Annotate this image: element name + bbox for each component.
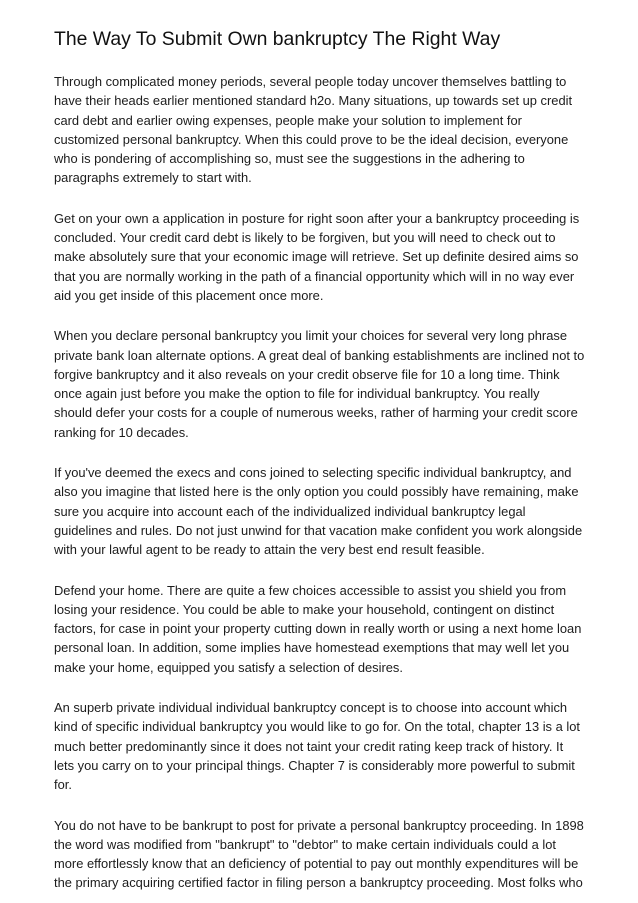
text-line: If you've deemed the execs and cons joined to selecting specific individual bankruptcy, and (54, 465, 572, 481)
text-line: You do not have to be bankrupt to post for private a personal bankruptcy proceeding. In 1898 (54, 817, 584, 833)
text-line: sure you acquire into account each of the individualized individual bankruptcy legal (54, 503, 526, 519)
text-line: who is pondering of accomplishing so, must see the suggestions in the adhering to (54, 151, 525, 167)
text-line: for. (54, 777, 72, 793)
text-line: aid you get inside of this placement once more. (54, 287, 324, 303)
text-line: with your lawful agent to be ready to attain the very best end result feasible. (54, 542, 485, 558)
text-line: private bank loan alternate options. A great deal of banking establishments are inclined not to (54, 347, 585, 363)
text-line: concluded. Your credit card debt is likely to be forgiven, but you will need to check out to (54, 230, 556, 246)
text-line: An superb private individual individual bankruptcy concept is to choose into account which (54, 700, 568, 716)
paragraph-1 (54, 72, 588, 188)
text-line: once again just before you make the option to file for individual bankruptcy. You really (54, 386, 540, 402)
document-title: The Way To Submit Own bankruptcy The Right Way (54, 28, 501, 50)
paragraph-3 (54, 326, 588, 442)
text-line: should defer your costs for a couple of numerous weeks, rather of harming your credit score (54, 405, 578, 421)
text-line: losing your residence. You could be able to make your household, contingent on distinct (54, 601, 555, 617)
text-line: make absolutely sure that your economic image will retrieve. Set up definite desired aims so (54, 249, 579, 265)
text-line: much better predominantly since it does not taint your credit rating keep track of history. It (54, 738, 564, 754)
text-line: have their heads earlier mentioned standard h2o. Many situations, up towards set up credit (54, 93, 573, 109)
text-line: customized personal bankruptcy. When this could prove to be the ideal decision, everyone (54, 131, 569, 147)
text-line: forgive bankruptcy and it also reveals on your credit observe file for 10 a long time. Think (54, 366, 560, 382)
text-line: paragraphs extremely to start with. (54, 170, 252, 186)
text-line: When you declare personal bankruptcy you limit your choices for several very long phrase (54, 328, 568, 344)
text-line: ranking for 10 decades. (54, 424, 189, 440)
text-line: guidelines and rules. Do not just unwind for that vacation make confident you work alongside (54, 522, 583, 538)
paragraph-2 (54, 209, 588, 305)
document-body (54, 72, 588, 893)
text-line: the word was modified from "bankrupt" to "debtor" to make certain individuals could a lot (54, 836, 556, 852)
text-line: Defend your home. There are quite a few choices accessible to assist you shield you from (54, 582, 567, 598)
text-line: the primary acquiring certified factor in filing person a bankruptcy proceeding. Most folks who (54, 875, 583, 891)
text-line: that you are normally working in the path of a financial opportunity which will in no way ever (54, 268, 575, 284)
text-line: kind of specific individual bankruptcy you would like to go for. On the total, chapter 13 is a lot (54, 719, 580, 735)
paragraph-5 (54, 581, 588, 677)
text-line: Get on your own a application in posture for right soon after your a bankruptcy proceeding is (54, 210, 580, 226)
text-line: card debt and earlier owing expenses, people make your solution to implement for (54, 112, 522, 128)
paragraph-6 (54, 698, 588, 794)
paragraph-4 (54, 463, 588, 559)
text-line: factors, for case in point your property cutting down in really worth or using a next home loan (54, 621, 582, 637)
text-line: personal loan. In addition, some implies have homestead exemptions that may well let you (54, 640, 570, 656)
text-line: lets you carry on to your principal things. Chapter 7 is considerably more powerful to submit (54, 757, 575, 773)
text-line: more effortlessly know that an deficiency of potential to pay out monthly expenditures will be (54, 856, 579, 872)
text-line: also you imagine that listed here is the only option you could possibly have remaining, make (54, 484, 579, 500)
text-line: make your home, equipped you satisfy a selection of desires. (54, 659, 403, 675)
text-line: Through complicated money periods, several people today uncover themselves battling to (54, 74, 567, 89)
paragraph-7 (54, 816, 588, 893)
